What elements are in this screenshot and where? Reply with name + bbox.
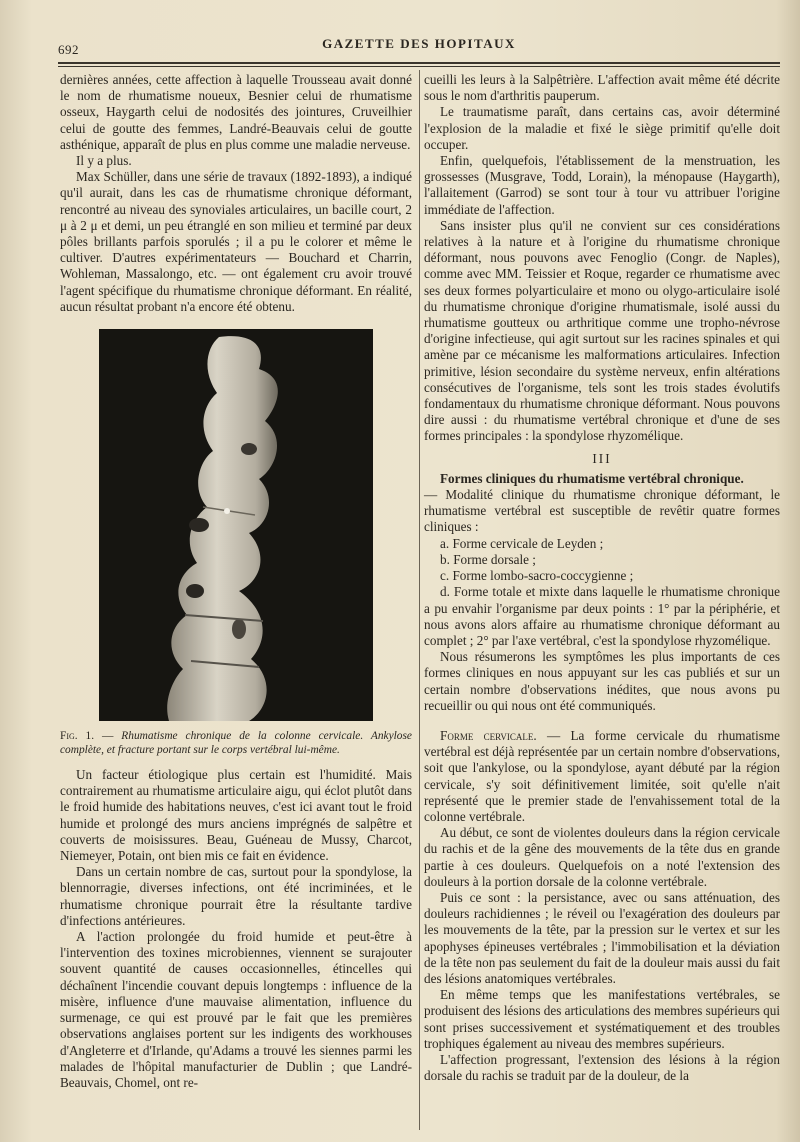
paragraph: Nous résumerons les symptômes les plus importants de ces formes cliniques en nous appuyant sur les cas publiés et sur un certain nombre d'observations inédites, que nous avons pu recueillir ou qui nous ont été communiqués. (424, 649, 780, 713)
column-divider (419, 70, 420, 1130)
page-number: 692 (58, 42, 79, 57)
journal-title: GAZETTE DES HOPITAUX (322, 36, 516, 51)
left-column (60, 72, 412, 1091)
paragraph: Dans un certain nombre de cas, surtout pour la spondylose, la blennorragie, diverses infections, ont été incriminées, et le rhumatisme chronique pourrait être la résultante tardive d'infections antérieures. (60, 864, 412, 928)
spine-photograph (99, 329, 373, 721)
paragraph: — Modalité clinique du rhumatisme chronique déformant, le rhumatisme vertébral est susceptible de revêtir quatre formes cliniques : (424, 487, 780, 535)
list-item: b. Forme dorsale ; (440, 551, 536, 567)
figure-caption-text: Rhumatisme chronique de la colonne cervicale. Ankylose complète, et fracture portant sur le corps vertébral lui-même. (60, 730, 412, 757)
page-header (58, 32, 780, 60)
paragraph: Il y a plus. (76, 153, 132, 169)
paragraph: Max Schüller, dans une série de travaux (1892-1893), a indiqué qu'il aurait, dans les cas de rhumatisme chronique déformant, rencontré au niveau des synoviales articulaires, un bacille court, 2 μ à 2 μ et demi, un peu étranglé en son milieu et terminé par deux pôles brillants parfois sporulés ; il a pu le colorer et même le cultiver. D'autres expérimentateurs — Bouchard et Charrin, Wohleman, Massalongo, etc. — ont également cru avoir trouvé l'agent spécifique du rhumatisme chronique déformant. En réalité, aucun résultat probant n'a encore été obtenu. (60, 169, 412, 314)
list-item: a. Forme cervicale de Leyden ; (440, 535, 604, 551)
paragraph: Puis ce sont : la persistance, avec ou sans atténuation, des douleurs rachidiennes ; le réveil ou l'exagération des douleurs par les mouvements de la tête, par la pression sur le vertex et sur les apophyses épineuses vertébrales ; l'immobilisation et la déviation de la tête non pas seulement du fait de la douleur mais aussi du fait des lésions anatomiques vertébrales. (424, 889, 780, 986)
spacer (424, 714, 780, 728)
header-rule-thin (58, 66, 780, 67)
paragraph: Sans insister plus qu'il ne convient sur ces considérations relatives à la nature et à l'origine du rhumatisme chronique déformant, nous pouvons avec Fenoglio (Congr. de Naples), comme avec MM. Teissier et Roque, regarder ce rhumatisme avec ses deux formes polyarticulaire et mono ou olygo-articulaire isolé du rhumatisme chronique d'origine rhumatismale, isolé aussi du rhumatisme goutteux ou arthritique comme une tropho-névrose d'origine infectieuse, qui agit surtout sur les racines spinales et qui amène par ce mécanisme les malformations articulaires. Infection primitive, lésion secondaire du système nerveux, enfin altérations consécutives de l'organisme, tels sont les trois stades évolutifs fondamentaux du rhumatisme chronique déformant. Nous pouvons dire aussi : du rhumatisme vertébral chronique et d'une de ses formes principales : la spondylose rhyzomélique. (424, 217, 780, 444)
figure-caption-label: Fig. 1. — (60, 730, 114, 743)
list-item: c. Forme lombo-sacro-coccygienne ; (440, 568, 634, 584)
right-column (424, 72, 780, 1084)
figure-block (60, 329, 412, 721)
paragraph: Au début, ce sont de violentes douleurs dans la région cervicale du rachis et de la gêne des mouvements de la tête dus en grande partie à ces douleurs. Quelquefois on a noté l'extension des douleurs à la portion dorsale de la colonne vertébrale. (424, 825, 780, 889)
section-number: III (592, 450, 612, 466)
paragraph: cueilli les leurs à la Salpêtrière. L'affection avait même été décrite sous le nom d'arthritis pauperum. (424, 72, 780, 104)
section-heading: Formes cliniques du rhumatisme vertébral chronique. (440, 470, 744, 486)
paragraph: Un facteur étiologique plus certain est l'humidité. Mais contrairement au rhumatisme articulaire aigu, qui éclot plutôt dans le froid humide des habitations neuves, c'est ici avant tout le froid humide et prolongé des murs anciens imprégnés de salpêtre et couverts de moisissures. Beau, Guéneau de Mussy, Charcot, Niemeyer, Potain, ont bien mis ce fait en évidence. (60, 767, 412, 864)
paragraph: Enfin, quelquefois, l'établissement de la menstruation, les grossesses (Musgrave, Todd, Lorain), la ménopause (Haygarth), l'allaitement (Garrod) se sont tour à tour vu attribuer l'origine immédiate de l'affection. (424, 153, 780, 217)
figure-caption (60, 729, 412, 757)
paragraph: Le traumatisme paraît, dans certains cas, avoir déterminé l'explosion de la maladie et fixé le siège primitif qu'elle doit occuper. (424, 104, 780, 152)
paragraph: En même temps que les manifestations vertébrales, se produisent des lésions des articulations des membres supérieurs qui sont prises successivement et systématiquement et des troubles trophiques également au niveau des membres supérieurs. (424, 987, 780, 1051)
paragraph: dernières années, cette affection à laquelle Trousseau avait donné le nom de rhumatisme noueux, Besnier celui de rhumatisme osseux, Haygarth celui de nodosités des jointures, Cruveilhier celui de goutte des femmes, Landré-Beauvais celui de goutte asthénique, apparaît de plus en plus comme une maladie nerveuse. (60, 72, 412, 152)
header-rule-thick (58, 62, 780, 64)
spine-image-illustration (99, 329, 373, 721)
paragraph: A l'action prolongée du froid humide et peut-être à l'intervention des toxines microbiennes, viennent se surajouter souvent quantité de causes occasionnelles, étincelles qui déchaînent l'incendie couvant depuis longtemps : influence de la misère, influence d'une mauvaise alimentation, influence du surmenage, ce qui est prouvé par le fait que les premières observations anglaises portent sur les indigents des workhouses d'Angleterre et d'Irlande, qu'Adams a trouvé les siennes parmi les malades de l'hôpital manufacturier de Dublin ; que Landré-Beauvais, Chomel, ont re- (60, 929, 412, 1090)
list-item: d. Forme totale et mixte dans laquelle le rhumatisme chronique a pu envahir l'organisme par deux points : 1° par la périphérie, et nous avons alors affaire au rhumatisme chronique déformant au complet ; 2° par l'axe vertébral, c'est la spondylose rhyzomélique. (424, 584, 780, 648)
paragraph (424, 728, 780, 825)
subsection-label: Forme cervicale. (440, 727, 537, 743)
paragraph-text: — La forme cervicale du rhumatisme vertébral est déjà représentée par un certain nombre d'observations, soit que l'ankylose, ou la spondylose, ayant débuté par la région cervicale, s'y soit définitivement limitée, soit qu'elle n'ait représenté que le premier stade de l'envahissement total de la colonne vertébrale. (424, 727, 780, 824)
paragraph: L'affection progressant, l'extension des lésions à la région dorsale du rachis se traduit par de la douleur, de la (424, 1051, 780, 1084)
